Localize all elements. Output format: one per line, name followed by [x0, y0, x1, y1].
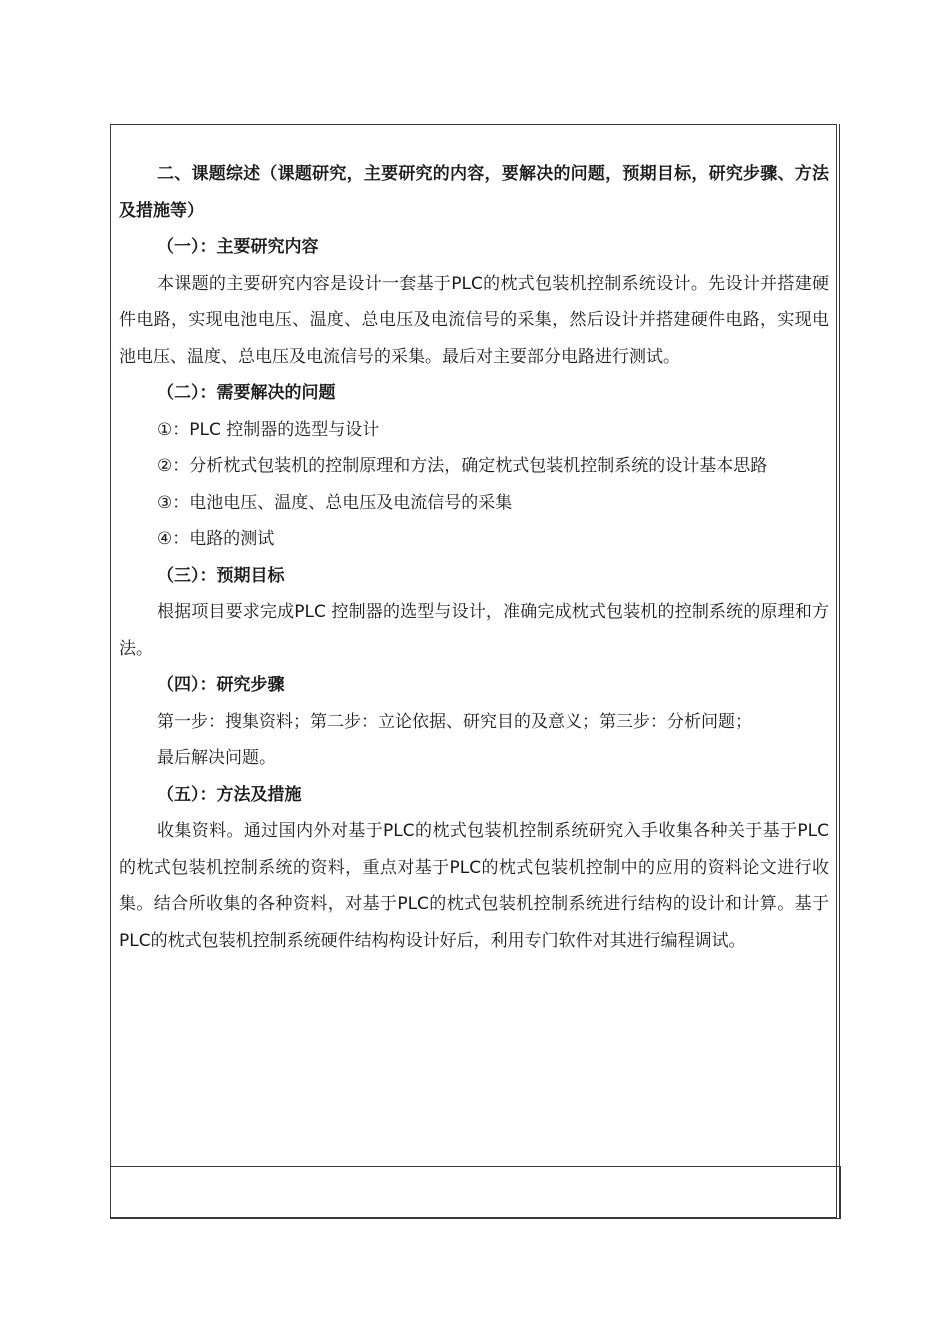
steps-text-continued: 最后解决问题。 — [157, 748, 276, 768]
section-heading: 二、课题综述（课题研究，主要研究的内容，要解决的问题，预期目标，研究步骤、方法及措施等） — [119, 164, 829, 221]
problem-item: ③：电池电压、温度、总电压及电流信号的采集 — [157, 492, 513, 513]
table-bottom-row — [110, 1166, 841, 1219]
steps-title: （四）：研究步骤 — [157, 675, 285, 695]
problems-title: （二）：需要解决的问题 — [157, 383, 336, 403]
content-text: 本课题的主要研究内容是设计一套基于PLC的枕式包装机控制系统设计。先设计并搭建硬件电路，实现电池电压、温度、总电压及电流信号的采集，然后设计并搭建硬件电路，实现电池电压、温度、总电压及电流信号的采集。最后对主要部分电路进行测试。 — [119, 273, 829, 367]
table-right-border — [836, 124, 840, 1218]
methods-text: 收集资料。通过国内外对基于PLC的枕式包装机控制系统研究入手收集各种关于基于PLC的枕式包装机控制系统的资料，重点对基于PLC的枕式包装机控制中的应用的资料论文进行收集。结合所收集的各种资料，对基于PLC的枕式包装机控制系统进行结构的设计和计算。基于PLC的枕式包装机控制系统硬件结构构设计好后，利用专门软件对其进行编程调试。 — [119, 821, 829, 951]
steps-text: 第一步：搜集资料；第二步：立论依据、研究目的及意义；第三步：分析问题； — [157, 711, 752, 732]
methods-title: （五）：方法及措施 — [157, 784, 302, 805]
problem-item: ④：电路的测试 — [157, 529, 275, 549]
goals-text: 根据项目要求完成PLC 控制器的选型与设计，准确完成枕式包装机的控制系统的原理和方法。 — [119, 602, 829, 659]
problem-item: ①：PLC 控制器的选型与设计 — [157, 419, 380, 440]
goals-title: （三）：预期目标 — [157, 565, 285, 586]
section-content — [119, 156, 829, 959]
content-title: （一）：主要研究内容 — [157, 237, 319, 257]
problem-item: ②：分析枕式包装机的控制原理和方法，确定枕式包装机控制系统的设计基本思路 — [157, 456, 768, 476]
